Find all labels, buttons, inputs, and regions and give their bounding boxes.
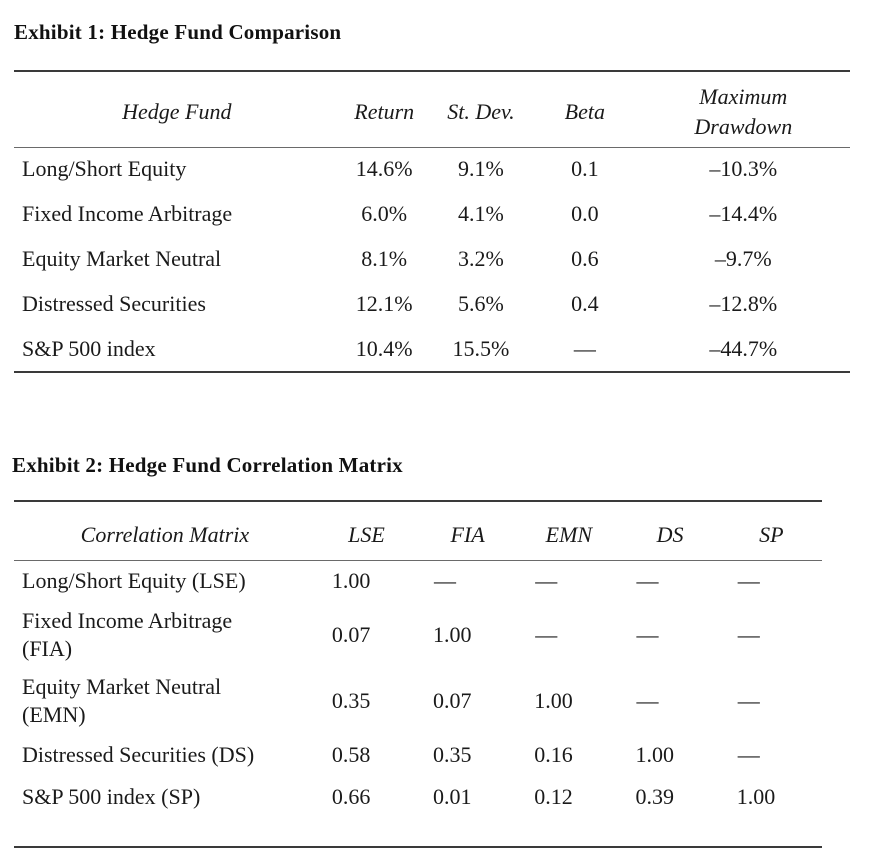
header-st-dev: St. Dev.: [447, 99, 515, 124]
beta-value: 0.6: [571, 245, 599, 271]
exhibit-1-bottom-rule: [14, 371, 850, 373]
stdev-value: 5.6%: [458, 290, 504, 316]
dash-mark: —: [535, 622, 558, 647]
table-row: [14, 281, 850, 326]
row-label-line1: Long/Short Equity (LSE): [22, 568, 246, 593]
table-row: [14, 236, 850, 281]
stdev-value: 15.5%: [452, 335, 510, 361]
table-header-row: [14, 510, 822, 560]
correlation-cell: [721, 602, 822, 668]
row-label-line1: S&P 500 index (SP): [22, 784, 201, 809]
return-value: 14.6%: [355, 155, 413, 181]
header-correlation-matrix: Correlation Matrix: [80, 522, 250, 547]
header-beta: Beta: [564, 99, 605, 124]
correlation-cell: 0.12: [534, 784, 573, 809]
table-row: [14, 146, 850, 191]
drawdown-value: –9.7%: [714, 245, 772, 271]
exhibit-2-top-rule: [14, 500, 822, 502]
row-label: [14, 602, 316, 668]
header-hedge-fund: Hedge Fund: [122, 99, 232, 124]
return-value: 6.0%: [361, 200, 408, 226]
dash-mark: —: [636, 622, 659, 647]
correlation-cell: 0.66: [331, 784, 371, 809]
correlation-cell: 0.07: [433, 688, 472, 713]
row-label: [14, 560, 316, 602]
correlation-cell: 0.35: [331, 688, 371, 713]
table-row: [14, 668, 822, 734]
exhibit-1-header-rule: [14, 147, 850, 148]
table-header-row: [14, 78, 850, 146]
correlation-cell: [721, 560, 822, 602]
stdev-value: 3.2%: [458, 245, 504, 271]
correlation-cell: 0.58: [331, 742, 371, 767]
exhibit-1-top-rule: [14, 70, 850, 72]
row-label-line1: Distressed Securities (DS): [22, 742, 255, 767]
correlation-cell: [721, 734, 822, 776]
exhibit-1-title: Exhibit 1: Hedge Fund Comparison: [14, 20, 342, 44]
header-return: Return: [354, 99, 415, 124]
correlation-cell: 1.00: [433, 622, 472, 647]
return-value: 10.4%: [355, 335, 413, 361]
correlation-cell: 0.01: [433, 784, 472, 809]
header-lse: LSE: [348, 522, 385, 547]
return-value: 12.1%: [355, 290, 413, 316]
fund-name: Fixed Income Arbitrage: [22, 200, 233, 226]
drawdown-value: –12.8%: [709, 290, 778, 316]
stdev-value: 9.1%: [458, 155, 504, 181]
fund-name: Long/Short Equity: [22, 155, 187, 181]
dash-mark: —: [535, 568, 558, 593]
row-label-line1: Equity Market Neutral: [22, 674, 222, 699]
dash-mark: —: [636, 568, 659, 593]
drawdown-value: –10.3%: [709, 155, 778, 181]
header-ds: DS: [656, 522, 684, 547]
row-label-line1: Fixed Income Arbitrage: [22, 608, 233, 633]
dash-mark: —: [737, 568, 760, 593]
correlation-cell: [619, 602, 720, 668]
correlation-cell: 0.39: [635, 784, 674, 809]
header-drawdown-line1: Maximum: [699, 84, 788, 109]
row-label-line2: (FIA): [22, 636, 73, 661]
beta-value: 0.4: [571, 290, 599, 316]
beta-value: 0.1: [571, 155, 599, 181]
correlation-cell: [417, 560, 518, 602]
row-label-line2: (EMN): [22, 702, 86, 727]
header-maximum-drawdown: [637, 78, 850, 146]
correlation-matrix-table: [14, 510, 822, 818]
stdev-value: 4.1%: [458, 200, 504, 226]
header-sp: SP: [759, 522, 784, 547]
correlation-cell: [518, 602, 619, 668]
dash-mark: —: [737, 742, 760, 767]
correlation-cell: 0.35: [433, 742, 472, 767]
exhibit-2-bottom-rule: [14, 846, 822, 848]
fund-name: Equity Market Neutral: [22, 245, 222, 271]
correlation-cell: 1.00: [534, 688, 573, 713]
correlation-cell: 0.07: [331, 622, 371, 647]
correlation-cell: [619, 560, 720, 602]
correlation-cell: [619, 668, 720, 734]
beta-value: —: [573, 335, 596, 361]
row-label: [14, 734, 316, 776]
dash-mark: —: [636, 688, 659, 713]
dash-mark: —: [737, 622, 760, 647]
table-row: [14, 560, 822, 602]
correlation-cell: 1.00: [331, 568, 371, 593]
fund-name: S&P 500 index: [22, 335, 156, 361]
correlation-cell: 0.16: [534, 742, 573, 767]
correlation-cell: [518, 560, 619, 602]
drawdown-value: –44.7%: [709, 335, 778, 361]
row-label: [14, 668, 316, 734]
dash-mark: —: [434, 568, 457, 593]
header-fia: FIA: [450, 522, 485, 547]
table-row: [14, 602, 822, 668]
header-drawdown-line2: Drawdown: [694, 114, 793, 139]
table-row: [14, 776, 822, 818]
return-value: 8.1%: [361, 245, 408, 271]
correlation-cell: 1.00: [736, 784, 776, 809]
fund-name: Distressed Securities: [22, 290, 206, 316]
correlation-cell: [721, 668, 822, 734]
correlation-cell: 1.00: [635, 742, 674, 767]
row-label: [14, 776, 316, 818]
hedge-fund-comparison-table: [14, 78, 850, 371]
dash-mark: —: [737, 688, 760, 713]
exhibit-2-title: Exhibit 2: Hedge Fund Correlation Matrix: [12, 453, 403, 477]
table-row: [14, 191, 850, 236]
table-row: [14, 734, 822, 776]
table-row: [14, 326, 850, 371]
header-emn: EMN: [545, 522, 593, 547]
beta-value: 0.0: [571, 200, 599, 226]
drawdown-value: –14.4%: [709, 200, 778, 226]
exhibit-2-header-rule: [14, 560, 822, 561]
